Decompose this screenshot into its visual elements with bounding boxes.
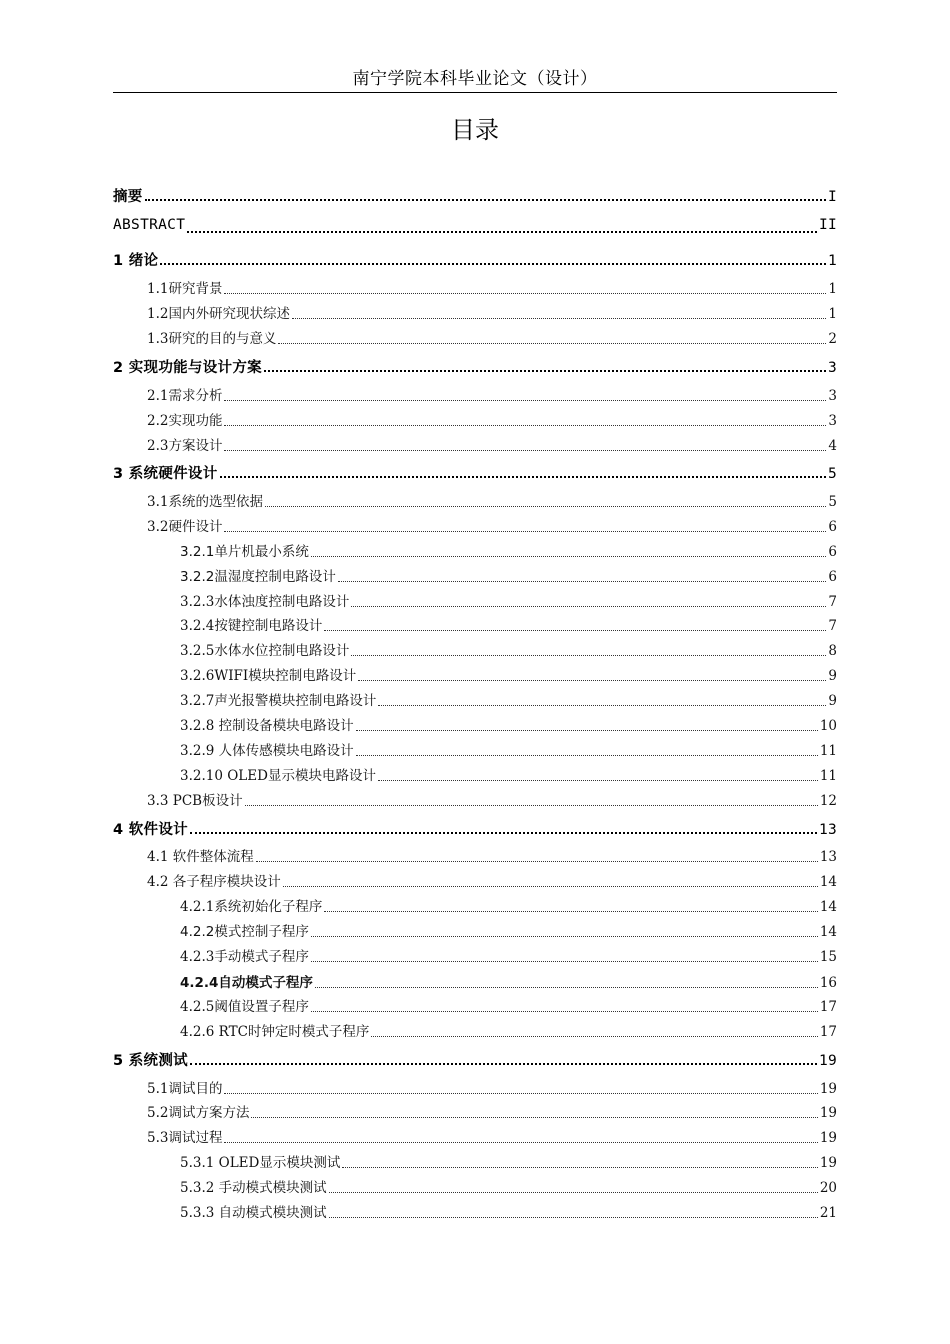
toc-entry-label: 3.2.9 人体传感模块电路设计 xyxy=(180,743,354,759)
toc-entry[interactable] xyxy=(180,1020,837,1042)
toc-entry-label: 5.3调试过程 xyxy=(147,1130,223,1146)
toc-entry-label: 4.2 各子程序模块设计 xyxy=(147,874,281,890)
toc-leader-dots xyxy=(224,400,826,401)
toc-entry[interactable] xyxy=(147,845,837,867)
toc-leader-dots xyxy=(265,506,826,507)
toc-entry-label: 1 绪论 xyxy=(113,253,159,269)
toc-leader-dots xyxy=(190,1063,817,1065)
toc-entry[interactable] xyxy=(147,434,837,456)
toc-entry-page-number: II xyxy=(818,217,837,233)
toc-entry-label: 3.2.6WIFI模块控制电路设计 xyxy=(180,668,357,684)
toc-entry-label: 5.1调试目的 xyxy=(147,1081,223,1097)
toc-entry-label: 4.2.2模式控制子程序 xyxy=(180,924,309,940)
toc-entry-label: 3.2.10 OLED显示模块电路设计 xyxy=(180,768,376,784)
toc-entry[interactable] xyxy=(180,1151,837,1173)
toc-entry-page-number: 13 xyxy=(818,822,837,838)
toc-leader-dots xyxy=(283,886,818,887)
toc-entry[interactable] xyxy=(180,739,837,761)
toc-entry-page-number: 12 xyxy=(819,793,837,809)
toc-entry[interactable] xyxy=(180,971,837,993)
toc-entry-label: 1.1研究背景 xyxy=(147,281,223,297)
toc-entry-page-number: 1 xyxy=(827,253,837,269)
toc-entry-label: 5.2调试方案方法 xyxy=(147,1105,250,1121)
toc-leader-dots xyxy=(311,1011,818,1012)
toc-leader-dots xyxy=(160,263,826,265)
toc-entry[interactable] xyxy=(147,277,837,299)
toc-leader-dots xyxy=(324,911,817,912)
toc-entry-page-number: 10 xyxy=(819,718,837,734)
toc-entry-page-number: 11 xyxy=(819,768,837,784)
toc-entry[interactable] xyxy=(147,1101,837,1123)
toc-leader-dots xyxy=(220,476,826,478)
toc-entry[interactable] xyxy=(180,639,837,661)
toc-entry[interactable] xyxy=(113,249,837,271)
toc-entry[interactable] xyxy=(147,302,837,324)
toc-entry-label: 1.3研究的目的与意义 xyxy=(147,331,277,347)
toc-entry-label: 2 实现功能与设计方案 xyxy=(113,360,262,376)
toc-entry[interactable] xyxy=(147,384,837,406)
toc-entry[interactable] xyxy=(180,565,837,587)
toc-entry-page-number: 11 xyxy=(819,743,837,759)
toc-leader-dots xyxy=(224,1142,817,1143)
toc-leader-dots xyxy=(342,1167,817,1168)
toc-entry-label: 3.2.2温湿度控制电路设计 xyxy=(180,569,336,585)
toc-entry-page-number: 8 xyxy=(828,643,837,659)
toc-entry-page-number: 19 xyxy=(819,1081,837,1097)
toc-entry-label: 3.2.4按键控制电路设计 xyxy=(180,618,323,634)
toc-leader-dots xyxy=(251,1117,817,1118)
toc-entry-label: 3.2.8 控制设备模块电路设计 xyxy=(180,718,354,734)
toc-entry-label: 3 系统硬件设计 xyxy=(113,466,218,482)
toc-entry[interactable] xyxy=(180,664,837,686)
toc-entry-page-number: 6 xyxy=(828,544,837,560)
toc-entry[interactable] xyxy=(180,614,837,636)
toc-leader-dots xyxy=(256,861,818,862)
toc-entry-label: 4.2.4自动模式子程序 xyxy=(180,975,313,991)
toc-entry-page-number: 9 xyxy=(828,693,837,709)
toc-entry-page-number: 1 xyxy=(828,306,837,322)
toc-entry-page-number: 17 xyxy=(819,1024,837,1040)
toc-leader-dots xyxy=(224,531,826,532)
toc-entry[interactable] xyxy=(180,995,837,1017)
toc-entry-label: 5 系统测试 xyxy=(113,1053,188,1069)
toc-entry[interactable] xyxy=(147,789,837,811)
toc-leader-dots xyxy=(311,556,827,557)
toc-leader-dots xyxy=(190,832,817,834)
toc-entry[interactable] xyxy=(113,462,837,484)
toc-leader-dots xyxy=(356,755,818,756)
toc-entry-label: 3.3 PCB板设计 xyxy=(147,793,243,809)
toc-entry-label: 4.1 软件整体流程 xyxy=(147,849,254,865)
toc-entry-label: 4.2.5阈值设置子程序 xyxy=(180,999,309,1015)
toc-entry-page-number: 19 xyxy=(819,1130,837,1146)
toc-entry[interactable] xyxy=(180,1176,837,1198)
toc-entry[interactable] xyxy=(113,818,837,840)
toc-entry-page-number: 19 xyxy=(819,1105,837,1121)
toc-entry-page-number: 6 xyxy=(828,569,837,585)
toc-entry[interactable] xyxy=(113,356,837,378)
toc-entry[interactable] xyxy=(180,895,837,917)
toc-leader-dots xyxy=(358,680,826,681)
toc-entry-page-number: 14 xyxy=(819,874,837,890)
toc-leader-dots xyxy=(378,780,818,781)
toc-entry-page-number: 21 xyxy=(819,1205,837,1221)
toc-leader-dots xyxy=(311,961,818,962)
toc-entry[interactable] xyxy=(180,1201,837,1223)
toc-entry-page-number: 3 xyxy=(828,388,837,404)
toc-entry[interactable] xyxy=(180,920,837,942)
toc-entry[interactable] xyxy=(147,515,837,537)
toc-entry[interactable] xyxy=(180,689,837,711)
toc-entry[interactable] xyxy=(113,1049,837,1071)
toc-entry-label: 2.2实现功能 xyxy=(147,413,223,429)
toc-entry-page-number: 19 xyxy=(819,1155,837,1171)
toc-entry[interactable] xyxy=(147,1126,837,1148)
toc-entry-label: 3.2.3水体浊度控制电路设计 xyxy=(180,594,350,610)
toc-entry-label: 4.2.6 RTC时钟定时模式子程序 xyxy=(180,1024,370,1040)
toc-entry-label: 5.3.1 OLED显示模块测试 xyxy=(180,1155,341,1171)
toc-entry[interactable] xyxy=(180,764,837,786)
toc-entry-label: 摘要 xyxy=(113,189,143,205)
toc-entry-page-number: 1 xyxy=(828,281,837,297)
toc-entry-page-number: 13 xyxy=(819,849,837,865)
toc-leader-dots xyxy=(187,231,817,233)
toc-entry-label: 3.2硬件设计 xyxy=(147,519,223,535)
toc-leader-dots xyxy=(224,293,826,294)
toc-leader-dots xyxy=(245,805,818,806)
toc-entry-label: ABSTRACT xyxy=(113,217,186,233)
toc-entry[interactable] xyxy=(147,490,837,512)
toc-entry-label: 3.2.5水体水位控制电路设计 xyxy=(180,643,350,659)
toc-entry[interactable] xyxy=(180,540,837,562)
toc-entry-page-number: I xyxy=(827,189,837,205)
toc-entry-label: 5.3.3 自动模式模块测试 xyxy=(180,1205,327,1221)
toc-entry-page-number: 17 xyxy=(819,999,837,1015)
toc-leader-dots xyxy=(224,450,826,451)
toc-leader-dots xyxy=(145,199,826,201)
toc-leader-dots xyxy=(264,370,826,372)
toc-entry[interactable] xyxy=(180,945,837,967)
toc-entry-label: 2.3方案设计 xyxy=(147,438,223,454)
toc-leader-dots xyxy=(224,1093,817,1094)
toc-entry-page-number: 3 xyxy=(828,413,837,429)
toc-entry-page-number: 7 xyxy=(828,594,837,610)
page-header: 南宁学院本科毕业论文（设计） xyxy=(113,66,837,93)
toc-entry-label: 2.1需求分析 xyxy=(147,388,223,404)
toc-entry[interactable] xyxy=(113,185,837,207)
toc-entry-page-number: 15 xyxy=(819,949,837,965)
toc-leader-dots xyxy=(338,581,827,582)
toc-entry-label: 3.2.1单片机最小系统 xyxy=(180,544,309,560)
toc-entry[interactable] xyxy=(147,1077,837,1099)
toc-entry-page-number: 3 xyxy=(827,360,837,376)
toc-entry-page-number: 4 xyxy=(828,438,837,454)
toc-entry-page-number: 5 xyxy=(828,494,837,510)
toc-leader-dots xyxy=(311,936,818,937)
toc-leader-dots xyxy=(324,630,826,631)
toc-entry-page-number: 14 xyxy=(819,899,837,915)
toc-leader-dots xyxy=(378,705,826,706)
toc-leader-dots xyxy=(292,318,826,319)
toc-entry-page-number: 20 xyxy=(819,1180,837,1196)
toc-entry-label: 4 软件设计 xyxy=(113,822,188,838)
toc-leader-dots xyxy=(351,606,826,607)
toc-leader-dots xyxy=(329,1192,818,1193)
toc-leader-dots xyxy=(224,425,826,426)
toc-entry-page-number: 14 xyxy=(819,924,837,940)
toc-entry-page-number: 19 xyxy=(818,1053,837,1069)
toc-entry-label: 5.3.2 手动模式模块测试 xyxy=(180,1180,327,1196)
toc-entry-label: 3.2.7声光报警模块控制电路设计 xyxy=(180,693,377,709)
toc-entry-page-number: 9 xyxy=(828,668,837,684)
toc-leader-dots xyxy=(329,1217,818,1218)
toc-entry-page-number: 7 xyxy=(828,618,837,634)
toc-entry-page-number: 16 xyxy=(819,975,837,991)
toc-leader-dots xyxy=(356,730,818,731)
toc-entry[interactable] xyxy=(147,870,837,892)
toc-entry-label: 1.2国内外研究现状综述 xyxy=(147,306,290,322)
toc-leader-dots xyxy=(315,987,818,988)
toc-entry[interactable] xyxy=(180,714,837,736)
toc-entry-label: 4.2.3手动模式子程序 xyxy=(180,949,309,965)
toc-leader-dots xyxy=(278,343,826,344)
toc-entry-label: 3.1系统的选型依据 xyxy=(147,494,263,510)
toc-entry[interactable] xyxy=(147,327,837,349)
toc-leader-dots xyxy=(371,1036,817,1037)
toc-leader-dots xyxy=(351,655,826,656)
toc-entry[interactable] xyxy=(147,409,837,431)
toc-entry-page-number: 2 xyxy=(828,331,837,347)
toc-entry-page-number: 6 xyxy=(828,519,837,535)
page-title: 目录 xyxy=(451,116,499,144)
toc-entry-page-number: 5 xyxy=(827,466,837,482)
toc-entry-label: 4.2.1系统初始化子程序 xyxy=(180,899,323,915)
toc-entry[interactable] xyxy=(113,217,837,239)
toc-entry[interactable] xyxy=(180,590,837,612)
